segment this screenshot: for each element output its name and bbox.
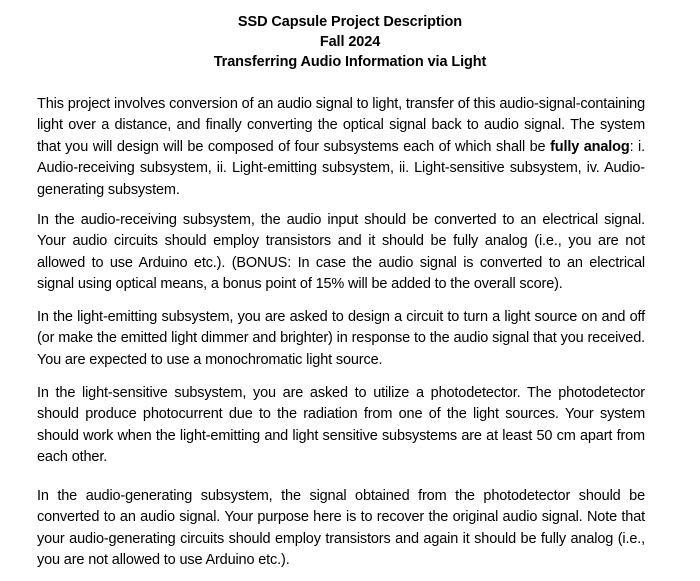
paragraph-light-sensitive: In the light-sensitive subsystem, you are asked to utilize a photodetector. The photodetector should produce photocurrent due to the radiation from one of the light sources. Your system should work when the light-emitting and light sensitive subsystems are at least 50 cm apart from each other. (37, 385, 645, 466)
intro-text-start: This project involves conversion of an audio signal to light, transfer of this audio-signal-containing light over a distance, and finally converting the optical signal back to audio signal. The system that you will design will be composed of four subsystems each of which shall be (37, 96, 645, 155)
document-term: Fall 2024 (319, 34, 381, 50)
document-header (0, 12, 700, 72)
paragraph-intro (37, 94, 645, 201)
paragraph-audio-receiving: In the audio-receiving subsystem, the audio input should be converted to an electrical signal. Your audio circuits should employ transistors and it should be fully analog (i.e., you are not allowed to use Arduino etc.). (BONUS: In case the audio signal is converted to an electrical signal using optical means, a bonus point of 15% will be added to the overall score). (37, 212, 645, 293)
paragraph-light-emitting: In the light-emitting subsystem, you are asked to design a circuit to turn a light source on and off (or make the emitted light dimmer and brighter) in response to the audio signal that you received. You are expected to use a monochromatic light source. (37, 309, 645, 368)
intro-bold-text: fully analog (550, 138, 630, 155)
document-title: SSD Capsule Project Description (237, 14, 463, 30)
paragraph-audio-generating: In the audio-generating subsystem, the signal obtained from the photodetector should be converted to an audio signal. Your purpose here is to recover the original audio signal. Note that your audio-generating circuits should employ transistors and again it should be fully analog (i.e., you are not allowed to use Arduino etc.). (37, 488, 645, 569)
intro-text-end: : i. Audio-receiving subsystem, ii. Light-emitting subsystem, ii. Light-sensitive subsystem, iv. Audio-generating subsystem. (37, 138, 645, 198)
document-subtitle: Transferring Audio Information via Light (213, 54, 487, 70)
